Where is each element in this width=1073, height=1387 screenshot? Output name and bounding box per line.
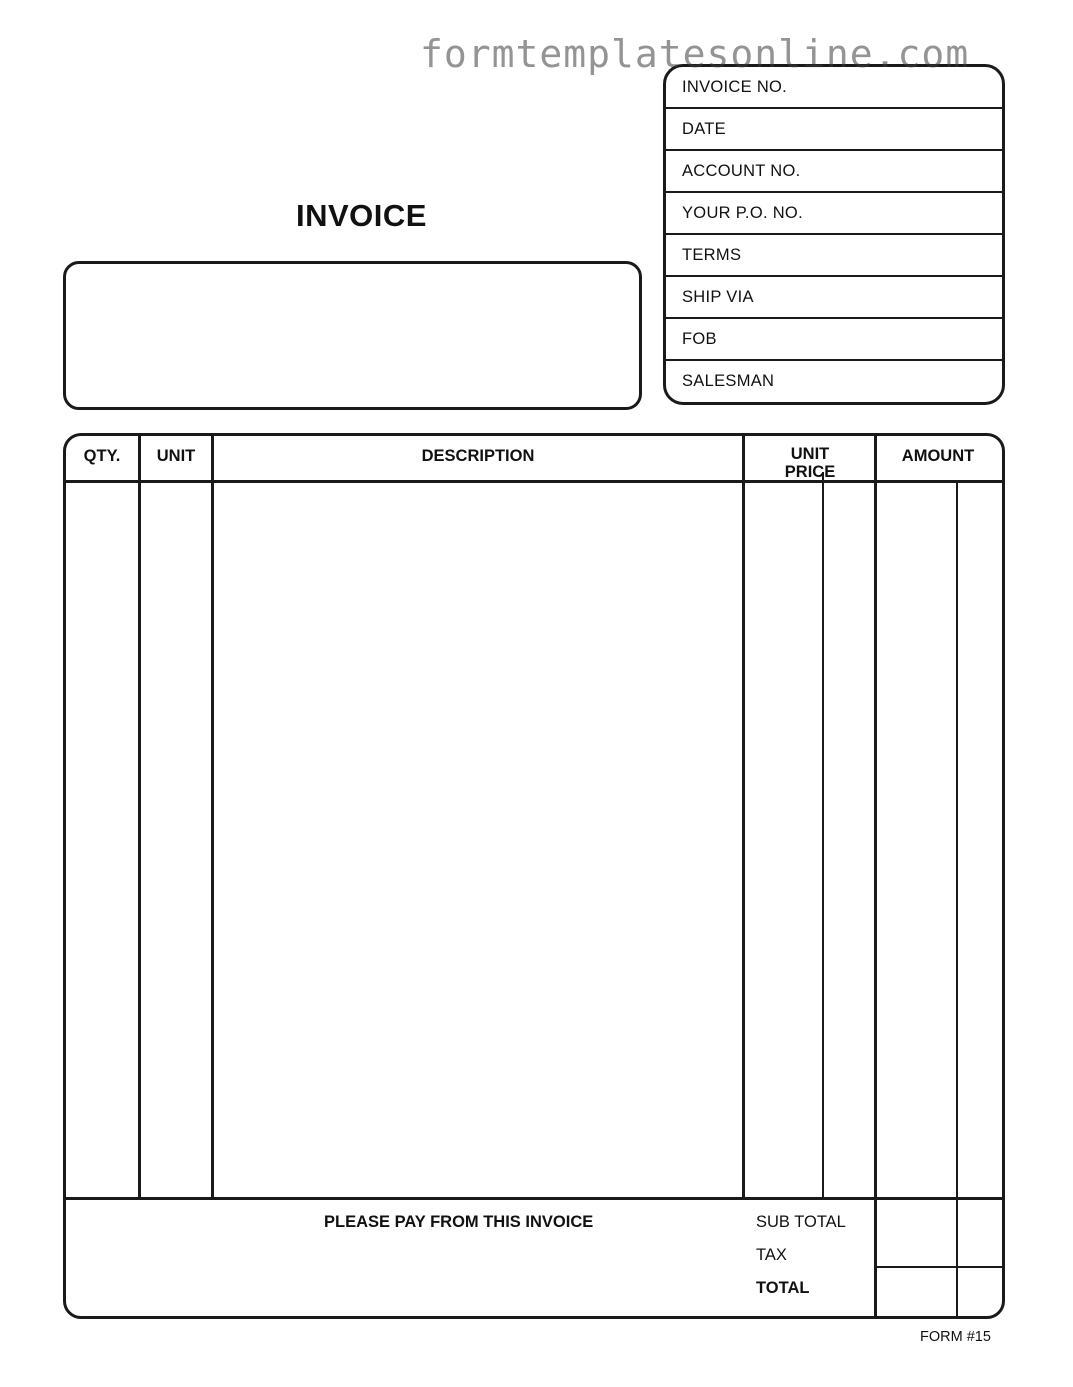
bill-to-address-box[interactable]	[63, 261, 642, 410]
column-header-description: DESCRIPTION	[421, 447, 535, 465]
watermark: formtemplatesonline.com	[420, 32, 970, 76]
column-header-qty: QTY.	[83, 447, 121, 465]
tax-label: TAX	[756, 1246, 787, 1264]
line-items-area[interactable]	[66, 484, 1004, 1196]
salesman-field[interactable]: SALESMAN	[682, 372, 775, 390]
po-number-field[interactable]: YOUR P.O. NO.	[666, 193, 1002, 235]
invoice-number-field[interactable]: INVOICE NO.	[666, 67, 1002, 109]
terms-field[interactable]: TERMS	[666, 235, 1002, 277]
fob-field[interactable]: FOB	[666, 319, 1002, 361]
date-field[interactable]: DATE	[666, 109, 1002, 151]
footer-divider	[64, 1197, 1005, 1200]
page-title: INVOICE	[296, 198, 427, 233]
total-label: TOTAL	[756, 1279, 810, 1297]
subtotal-label: SUB TOTAL	[756, 1213, 846, 1231]
total-row-divider	[875, 1266, 1005, 1268]
invoice-details-box	[663, 64, 1005, 405]
total-amount-field[interactable]	[878, 1269, 1004, 1315]
unit-price-label-line2: PRICE	[784, 463, 836, 481]
unit-price-label-line1: UNIT	[790, 445, 830, 463]
account-number-field[interactable]: ACCOUNT NO.	[666, 151, 1002, 193]
column-header-unit: UNIT	[156, 447, 196, 465]
pay-note: PLEASE PAY FROM THIS INVOICE	[324, 1213, 594, 1231]
subtotal-amount-field[interactable]	[878, 1201, 1004, 1265]
column-header-amount: AMOUNT	[901, 447, 975, 465]
column-header-unit-price	[745, 445, 875, 481]
form-number: FORM #15	[920, 1329, 991, 1345]
ship-via-field[interactable]: SHIP VIA	[666, 277, 1002, 319]
